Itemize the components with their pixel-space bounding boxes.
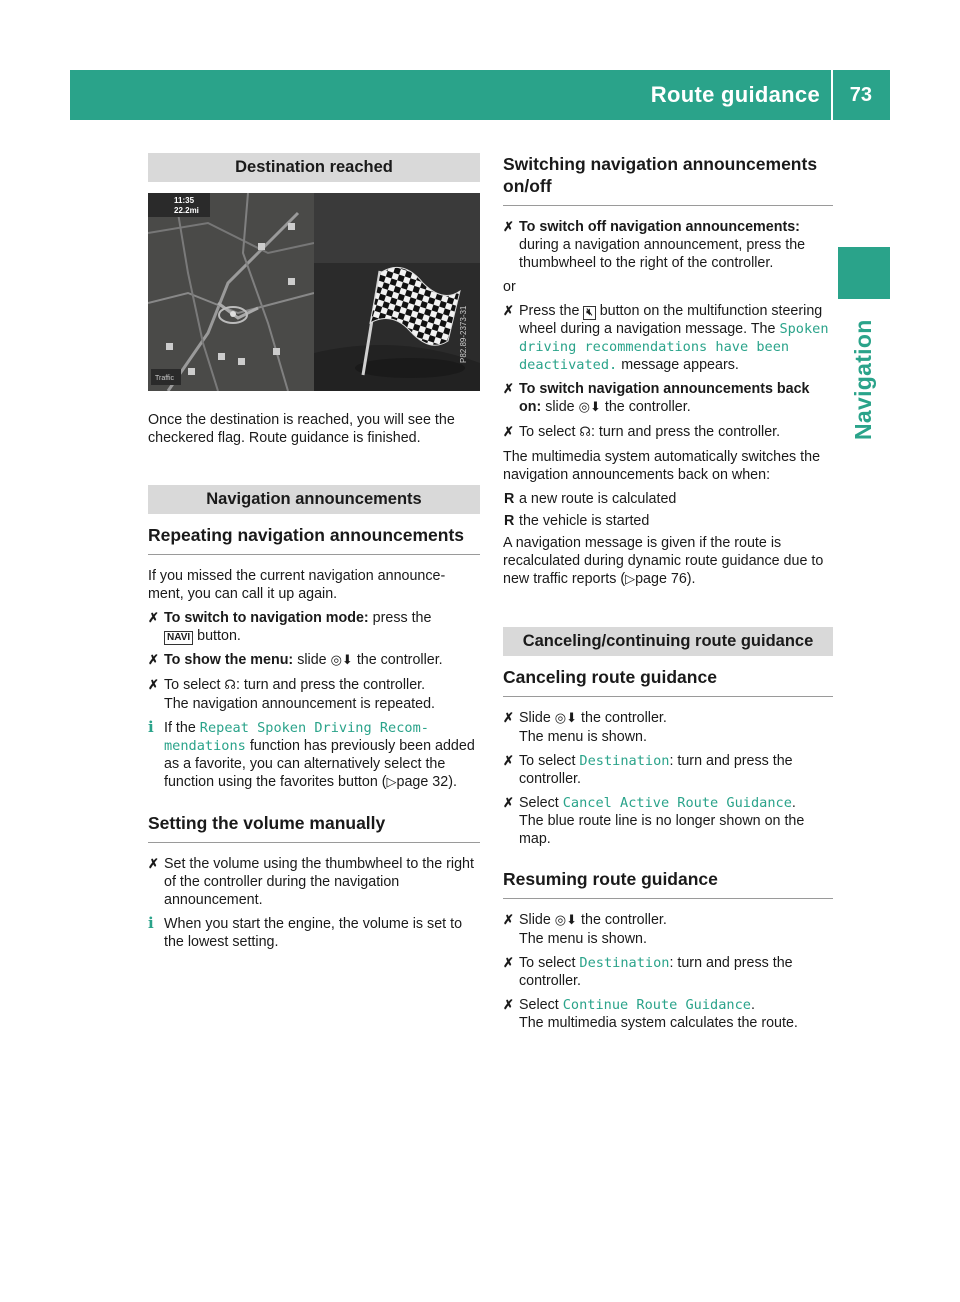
- step-cancel-slide: ✗ Slide ◎⬇ the controller. The menu is shown.: [503, 710, 667, 745]
- auto-switch-text: The multimedia system automatically switches the navigation announcements back on when:: [503, 449, 821, 483]
- section-navigation-announcements: Navigation announcements: [148, 485, 480, 514]
- image-traffic-label: Traffic: [155, 375, 175, 382]
- page-title: Route guidance: [650, 82, 820, 107]
- chapter-tab: [838, 247, 890, 299]
- step-marker-icon: ✗: [148, 652, 159, 667]
- header-divider: [831, 70, 833, 120]
- destination-text: Once the destination is reached, you will see the checkered flag. Route guidance is finished.: [148, 412, 455, 446]
- step-cancel-route: ✗ Select Cancel Active Route Guidance. The blue route line is no longer shown on the map.: [503, 795, 805, 847]
- step-marker-icon: ✗: [503, 219, 514, 234]
- heading-resuming-route: Resuming route guidance: [503, 868, 833, 899]
- image-reference-code: P82.89-2373-31: [459, 305, 468, 363]
- heading-switching-announcements: Switching navigation announcements on/off: [503, 153, 833, 206]
- step-marker-icon: ✗: [503, 303, 514, 318]
- navi-key-icon: NAVI: [164, 631, 193, 645]
- step-switch-on: ✗ To switch navigation announcements back on: slide ◎⬇ the controller.: [503, 381, 810, 415]
- step-switch-navigation-mode: ✗ To switch to navigation mode: press the NAVI button.: [148, 610, 432, 644]
- step-marker-icon: ✗: [148, 610, 159, 625]
- section-canceling-continuing: Canceling/continuing route guidance: [503, 627, 833, 656]
- announcement-icon: ☊: [579, 425, 591, 440]
- step-show-menu: ✗ To show the menu: slide ◎⬇ the controller.: [148, 652, 443, 668]
- or-text: or: [503, 279, 516, 295]
- image-distance: 22.2mi: [174, 206, 199, 215]
- step-switch-off: ✗ To switch off navigation announcements: during a navigation announcement, press the thumbwheel to the right of the controller.: [503, 219, 806, 271]
- step-resume-select-destination: ✗ To select Destination: turn and press the controller.: [503, 955, 793, 989]
- page-number: 73: [849, 84, 872, 106]
- heading-canceling-route: Canceling route guidance: [503, 666, 833, 697]
- step-marker-icon: ✗: [503, 381, 514, 396]
- step-cancel-select-destination: ✗ To select Destination: turn and press the controller.: [503, 753, 793, 787]
- step-select-announcement-right: ✗ To select ☊: turn and press the controller.: [503, 424, 781, 440]
- step-select-announcement: ✗ To select ☊: turn and press the controller. The navigation announcement is repeated.: [148, 677, 436, 712]
- step-set-volume: ✗ Set the volume using the thumbwheel to the right of the controller during the navigation announcement.: [148, 856, 474, 908]
- controller-slide-icon: ◎⬇: [330, 653, 353, 668]
- section-destination-reached: Destination reached: [148, 153, 480, 182]
- page-reference-icon: ▷: [625, 572, 636, 587]
- repeat-intro: If you missed the current navigation announce-ment, you can call it up again.: [148, 568, 446, 602]
- step-marker-icon: ✗: [148, 856, 159, 871]
- step-marker-icon: ✗: [503, 997, 514, 1012]
- controller-slide-icon: ◎⬇: [554, 711, 578, 726]
- heading-volume-manually: Setting the volume manually: [148, 812, 480, 843]
- bullet-item: R a new route is calculated: [504, 491, 677, 507]
- mute-button-icon: 🔇︎: [583, 306, 595, 320]
- chapter-label: Navigation: [850, 319, 876, 440]
- image-time: 11:35: [174, 196, 195, 205]
- announcement-icon: ☊: [224, 678, 236, 693]
- recalc-text: A navigation message is given if the route is recalculated during dynamic route guidance due to new traffic reports (▷page 76).: [503, 535, 824, 587]
- step-continue-route: ✗ Select Continue Route Guidance. The multimedia system calculates the route.: [503, 997, 798, 1031]
- controller-slide-icon: ◎⬇: [554, 913, 578, 928]
- step-marker-icon: ✗: [503, 710, 514, 725]
- map-and-flag-illustration: [148, 193, 480, 391]
- step-marker-icon: ✗: [503, 795, 514, 810]
- info-volume-lowest: i When you start the engine, the volume is set to the lowest setting.: [148, 914, 463, 950]
- step-marker-icon: ✗: [503, 912, 514, 927]
- step-marker-icon: ✗: [503, 955, 514, 970]
- step-marker-icon: ✗: [503, 424, 514, 439]
- header-bar: [70, 70, 890, 120]
- step-press-mute: ✗ Press the 🔇︎ button on the multifunction steering wheel during a navigation message. The Spoken driving recommendations have been deactivated. message appears.: [503, 303, 829, 373]
- navigation-screen-image: [148, 193, 480, 391]
- info-icon: i: [148, 914, 154, 932]
- heading-repeating-announcements: Repeating navigation announcements: [148, 524, 480, 555]
- page-reference-icon: ▷: [386, 775, 397, 790]
- bullet-item: R the vehicle is started: [504, 513, 650, 529]
- info-favorites: i If the Repeat Spoken Driving Recom-mendations function has previously been added as a favorite, you can alternatively select the function using the favorites button (▷page 32).: [148, 718, 475, 790]
- controller-slide-icon: ◎⬇: [578, 400, 601, 415]
- step-resume-slide: ✗ Slide ◎⬇ the controller. The menu is shown.: [503, 912, 667, 947]
- step-marker-icon: ✗: [503, 753, 514, 768]
- step-marker-icon: ✗: [148, 677, 159, 692]
- info-icon: i: [148, 718, 154, 736]
- right-column: [503, 153, 833, 1038]
- left-column: [148, 153, 480, 957]
